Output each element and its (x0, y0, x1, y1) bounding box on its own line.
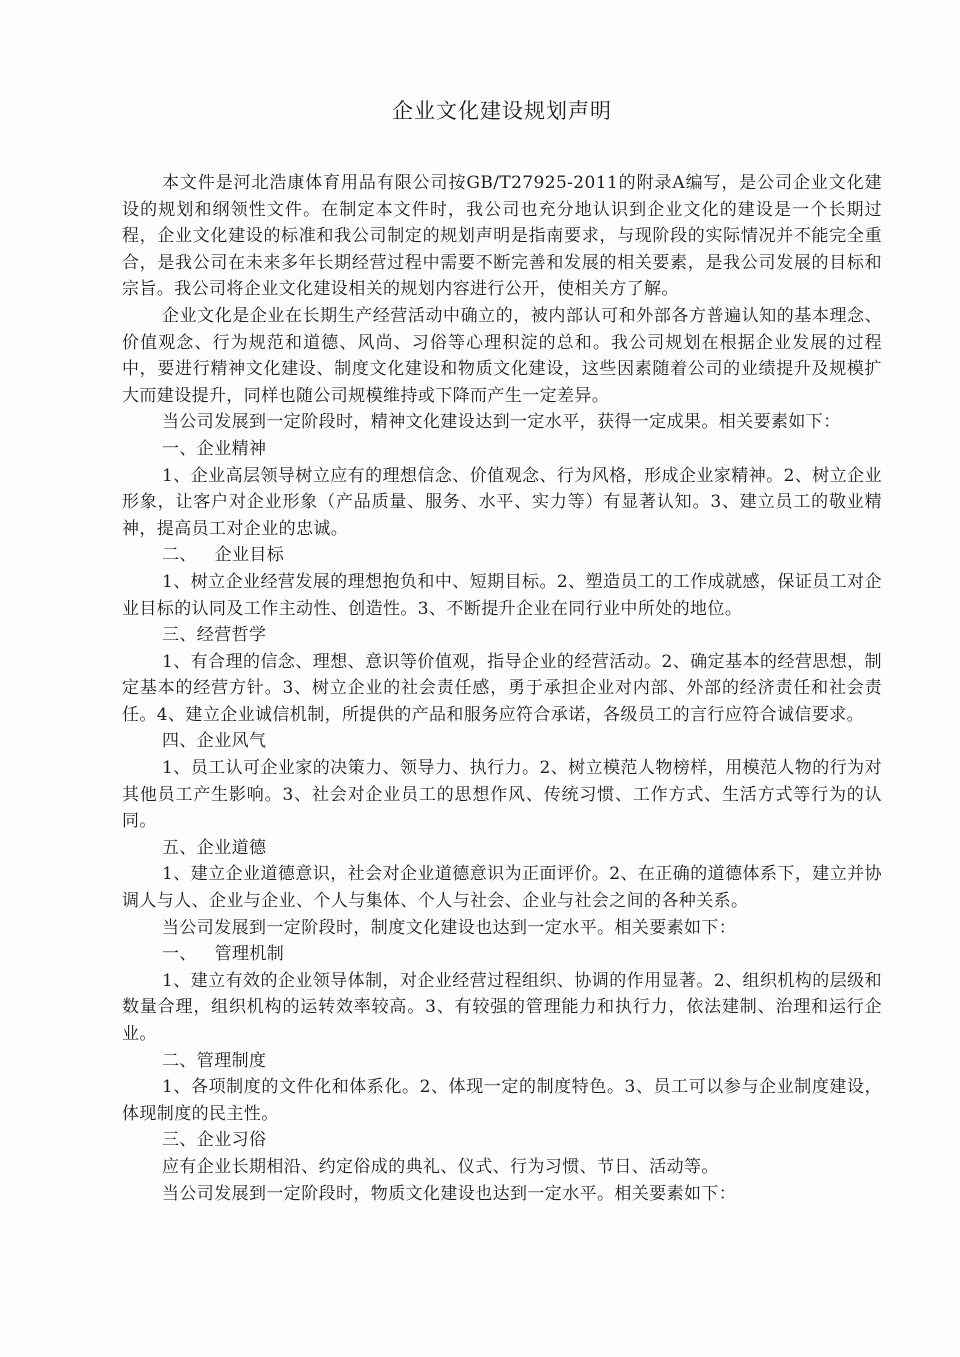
section-heading-enterprise-goals: 二、 企业目标 (162, 545, 285, 566)
document-title: 企业文化建设规划声明 (392, 99, 612, 123)
intro-paragraph: 本文件是河北浩康体育用品有限公司按GB/T27925-2011的附录A编写，是公司企业文化建设的规划和纲领性文件。在制定本文件时，我公司也充分地认识到企业文化的建设是一个长期过程，企业文化建设的标准和我公司制定的规划声明是指南要求，与现阶段的实际情况并不能完全重合，是我公司在未来多年长期经营过程中需要不断完善和发展的相关要素，是我公司发展的目标和宗旨。我公司将企业文化建设相关的规划内容进行公开，使相关方了解。 (122, 173, 882, 300)
document-body (122, 96, 882, 1207)
section-text-management-mechanism: 1、建立有效的企业领导体制，对企业经营过程组织、协调的作用显著。2、组织机构的层级和数量合理，组织机构的运转效率较高。3、有较强的管理能力和执行力，依法建制、治理和运行企业。 (122, 970, 882, 1044)
definition-paragraph: 企业文化是企业在长期生产经营活动中确立的，被内部认可和外部各方普遍认知的基本理念、价值观念、行为规范和道德、风尚、习俗等心理积淀的总和。我公司规划在根据企业发展的过程中，要进行精神文化建设、制度文化建设和物质文化建设，这些因素随着公司的业绩提升及规模扩大而建设提升，同样也随公司规模维持或下降而产生一定差异。 (122, 305, 882, 406)
section-text-enterprise-customs: 应有企业长期相沿、约定俗成的典礼、仪式、行为习惯、节日、活动等。 (162, 1156, 719, 1177)
section-heading-management-system: 二、管理制度 (162, 1050, 267, 1071)
section-heading-enterprise-ethos: 四、企业风气 (162, 731, 267, 752)
section-heading-enterprise-customs: 三、企业习俗 (162, 1130, 267, 1151)
section-text-enterprise-ethos: 1、员工认可企业家的决策力、领导力、执行力。2、树立模范人物榜样，用模范人物的行为对其他员工产生影响。3、社会对企业员工的思想作风、传统习惯、工作方式、生活方式等行为的认同。 (122, 758, 882, 832)
section-text-enterprise-goals: 1、树立企业经营发展的理想抱负和中、短期目标。2、塑造员工的工作成就感，保证员工对企业目标的认同及工作主动性、创造性。3、不断提升企业在同行业中所处的地位。 (122, 571, 882, 619)
section-heading-enterprise-spirit: 一、企业精神 (162, 438, 267, 459)
material-culture-intro: 当公司发展到一定阶段时，物质文化建设也达到一定水平。相关要素如下： (162, 1183, 737, 1204)
section-heading-management-mechanism: 一、 管理机制 (162, 944, 285, 965)
section-text-enterprise-spirit: 1、企业高层领导树立应有的理想信念、价值观念、行为风格，形成企业家精神。2、树立企业形象，让客户对企业形象（产品质量、服务、水平、实力等）有显著认知。3、建立员工的敬业精神，提高员工对企业的忠诚。 (122, 465, 882, 539)
section-heading-business-philosophy: 三、经营哲学 (162, 625, 267, 646)
section-heading-enterprise-ethics: 五、企业道德 (162, 837, 267, 858)
institutional-culture-intro: 当公司发展到一定阶段时，制度文化建设也达到一定水平。相关要素如下： (162, 917, 737, 938)
section-text-enterprise-ethics: 1、建立企业道德意识，社会对企业道德意识为正面评价。2、在正确的道德体系下，建立并协调人与人、企业与企业、个人与集体、个人与社会、企业与社会之间的各种关系。 (122, 864, 882, 912)
section-text-business-philosophy: 1、有合理的信念、理想、意识等价值观，指导企业的经营活动。2、确定基本的经营思想，制定基本的经营方针。3、树立企业的社会责任感，勇于承担企业对内部、外部的经济责任和社会责任。4、建立企业诚信机制，所提供的产品和服务应符合承诺，各级员工的言行应符合诚信要求。 (122, 651, 882, 725)
section-text-management-system: 1、各项制度的文件化和体系化。2、体现一定的制度特色。3、员工可以参与企业制度建设，体现制度的民主性。 (122, 1077, 882, 1124)
spiritual-culture-intro: 当公司发展到一定阶段时，精神文化建设达到一定水平，获得一定成果。相关要素如下： (162, 412, 841, 433)
